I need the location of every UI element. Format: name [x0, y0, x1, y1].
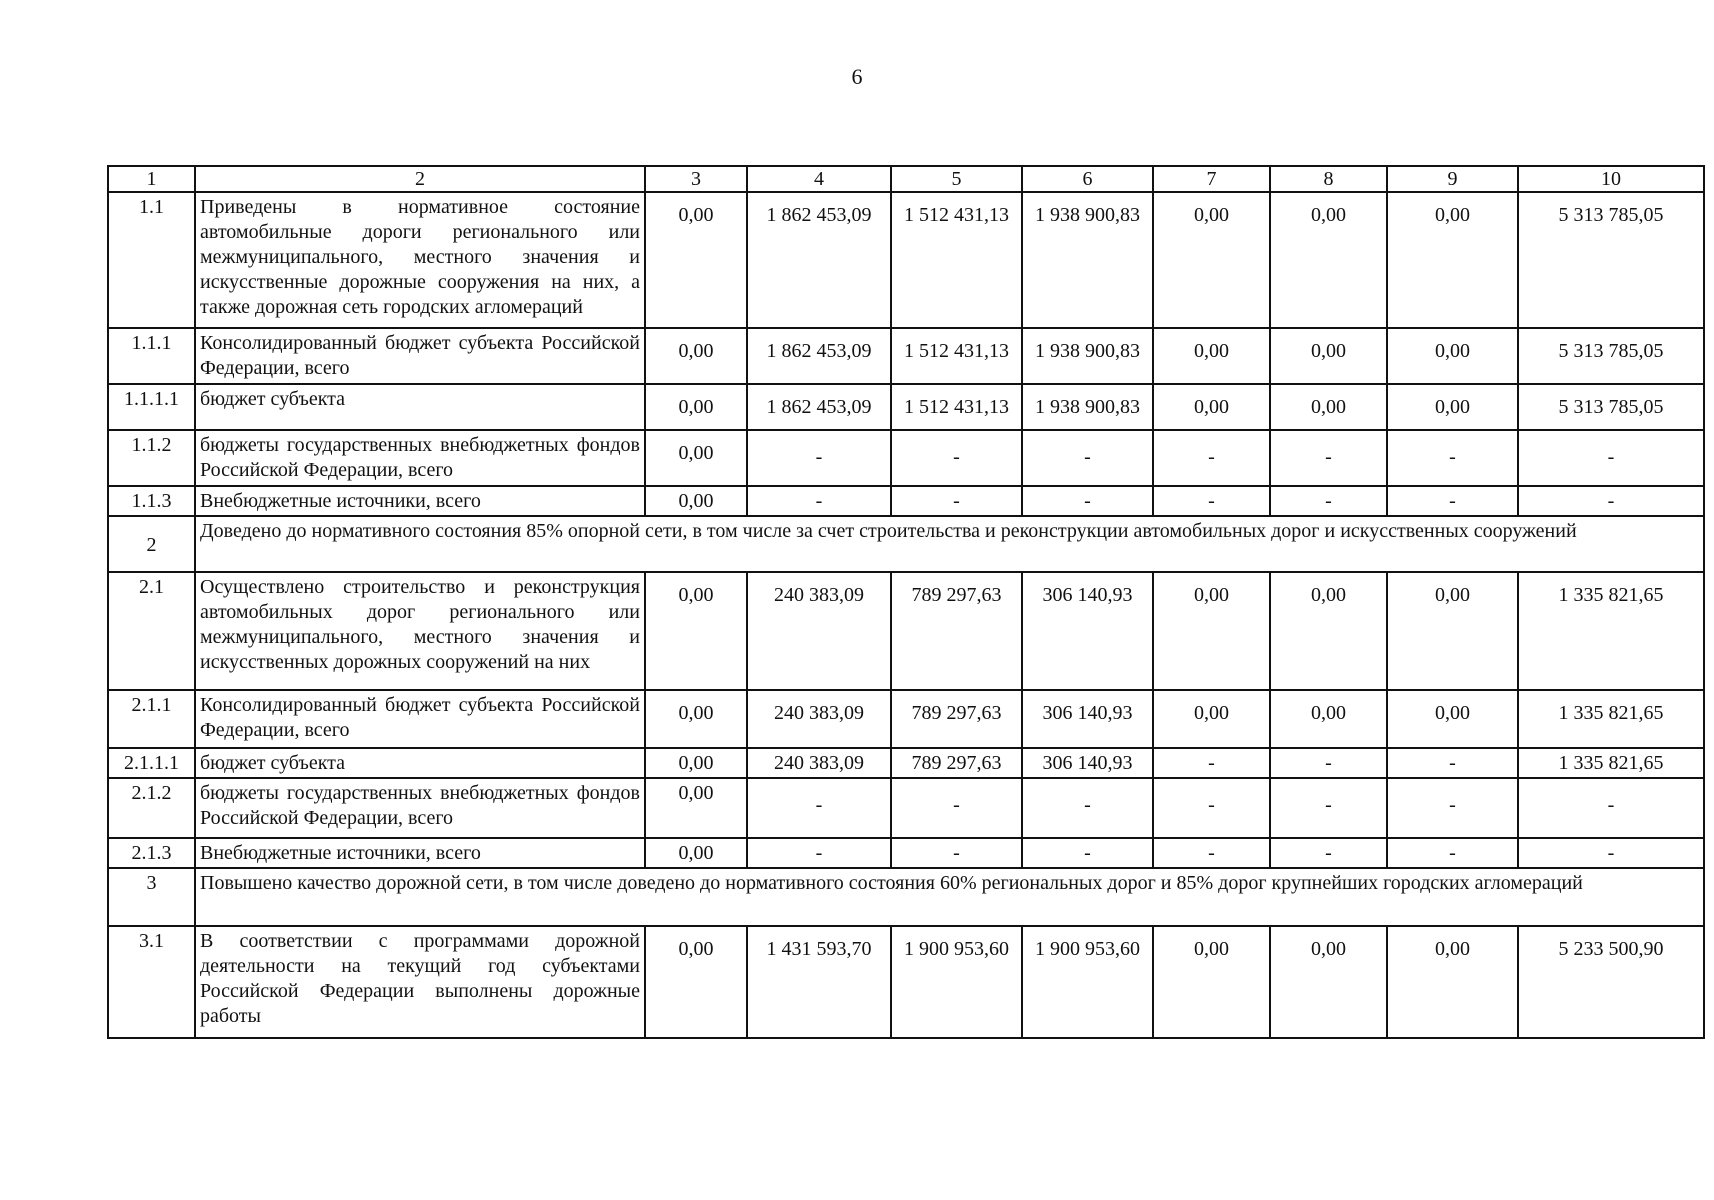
row-code: 2.1.1 — [108, 690, 195, 748]
value-cell: 0,00 — [645, 384, 747, 430]
value-cell: 0,00 — [645, 690, 747, 748]
value-cell: - — [891, 778, 1022, 838]
row-code: 2 — [108, 516, 195, 572]
value-cell: 789 297,63 — [891, 572, 1022, 690]
value-cell: - — [1022, 486, 1153, 516]
value-cell: - — [1153, 748, 1270, 778]
column-header: 3 — [645, 166, 747, 192]
value-cell: 789 297,63 — [891, 748, 1022, 778]
section-title: Повышено качество дорожной сети, в том числе доведено до нормативного состояния 60% региональных дорог и 85% дорог крупнейших городских агломераций — [195, 868, 1704, 926]
value-cell: 0,00 — [1387, 384, 1518, 430]
column-header: 1 — [108, 166, 195, 192]
column-header: 8 — [1270, 166, 1387, 192]
row-code: 2.1.3 — [108, 838, 195, 868]
row-code: 3 — [108, 868, 195, 926]
value-cell: 0,00 — [645, 778, 747, 838]
value-cell: - — [1518, 778, 1704, 838]
value-cell: - — [747, 778, 891, 838]
value-cell: 1 512 431,13 — [891, 384, 1022, 430]
value-cell: 1 862 453,09 — [747, 384, 891, 430]
value-cell: 0,00 — [645, 838, 747, 868]
value-cell: - — [891, 838, 1022, 868]
value-cell: - — [1270, 838, 1387, 868]
row-code: 2.1 — [108, 572, 195, 690]
value-cell: 0,00 — [645, 192, 747, 328]
value-cell: 1 335 821,65 — [1518, 690, 1704, 748]
value-cell: 0,00 — [1387, 690, 1518, 748]
value-cell: - — [1387, 430, 1518, 486]
table-row — [108, 430, 1704, 486]
row-description: Приведены в нормативное состояние автомобильные дороги регионального или межмуниципального, местного значения и искусственные дорожные сооружения на них, а также дорожная сеть городских агломераций — [195, 192, 645, 328]
value-cell: - — [747, 486, 891, 516]
value-cell: - — [1387, 486, 1518, 516]
value-cell: - — [1153, 430, 1270, 486]
page-number: 6 — [851, 64, 863, 89]
section-row — [108, 868, 1704, 926]
value-cell: - — [1153, 486, 1270, 516]
value-cell: 306 140,93 — [1022, 748, 1153, 778]
value-cell: - — [1153, 838, 1270, 868]
value-cell: 1 862 453,09 — [747, 328, 891, 384]
column-header: 9 — [1387, 166, 1518, 192]
value-cell: 0,00 — [1153, 572, 1270, 690]
row-code: 2.1.2 — [108, 778, 195, 838]
value-cell: 0,00 — [1153, 690, 1270, 748]
value-cell: 1 335 821,65 — [1518, 748, 1704, 778]
table-row — [108, 572, 1704, 690]
row-description: В соответствии с программами дорожной деятельности на текущий год субъектами Российской Федерации выполнены дорожные работы — [195, 926, 645, 1038]
row-description: бюджет субъекта — [195, 748, 645, 778]
row-code: 1.1.1.1 — [108, 384, 195, 430]
value-cell: 1 512 431,13 — [891, 328, 1022, 384]
value-cell: 1 431 593,70 — [747, 926, 891, 1038]
value-cell: 5 233 500,90 — [1518, 926, 1704, 1038]
column-header: 10 — [1518, 166, 1704, 192]
value-cell: 0,00 — [1153, 192, 1270, 328]
row-description: бюджеты государственных внебюджетных фондов Российской Федерации, всего — [195, 778, 645, 838]
column-header: 6 — [1022, 166, 1153, 192]
value-cell: - — [1022, 838, 1153, 868]
section-row — [108, 516, 1704, 572]
row-code: 1.1 — [108, 192, 195, 328]
value-cell: 0,00 — [1270, 192, 1387, 328]
value-cell: 0,00 — [1153, 384, 1270, 430]
value-cell: - — [1022, 778, 1153, 838]
value-cell: 0,00 — [645, 328, 747, 384]
value-cell: - — [1518, 430, 1704, 486]
value-cell: - — [1518, 838, 1704, 868]
value-cell: - — [891, 486, 1022, 516]
value-cell: - — [747, 430, 891, 486]
column-header: 5 — [891, 166, 1022, 192]
value-cell: 0,00 — [1270, 328, 1387, 384]
value-cell: 1 512 431,13 — [891, 192, 1022, 328]
row-description: Консолидированный бюджет субъекта Российской Федерации, всего — [195, 690, 645, 748]
value-cell: 1 335 821,65 — [1518, 572, 1704, 690]
value-cell: 240 383,09 — [747, 690, 891, 748]
row-code: 3.1 — [108, 926, 195, 1038]
value-cell: 5 313 785,05 — [1518, 328, 1704, 384]
table-row — [108, 486, 1704, 516]
table-row — [108, 328, 1704, 384]
value-cell: - — [1270, 748, 1387, 778]
column-header: 2 — [195, 166, 645, 192]
value-cell: 0,00 — [1270, 926, 1387, 1038]
row-description: Консолидированный бюджет субъекта Российской Федерации, всего — [195, 328, 645, 384]
table-row — [108, 690, 1704, 748]
value-cell: 1 938 900,83 — [1022, 192, 1153, 328]
value-cell: 306 140,93 — [1022, 690, 1153, 748]
value-cell: - — [1022, 430, 1153, 486]
row-description: Внебюджетные источники, всего — [195, 838, 645, 868]
row-code: 1.1.1 — [108, 328, 195, 384]
value-cell: - — [747, 838, 891, 868]
row-description: бюджет субъекта — [195, 384, 645, 430]
value-cell: 0,00 — [1270, 690, 1387, 748]
table-row — [108, 926, 1704, 1038]
value-cell: - — [1270, 778, 1387, 838]
value-cell: 240 383,09 — [747, 572, 891, 690]
value-cell: 1 938 900,83 — [1022, 384, 1153, 430]
value-cell: 0,00 — [1153, 328, 1270, 384]
value-cell: 789 297,63 — [891, 690, 1022, 748]
value-cell: 1 900 953,60 — [891, 926, 1022, 1038]
section-title: Доведено до нормативного состояния 85% опорной сети, в том числе за счет строительства и реконструкции автомобильных дорог и искусственных сооружений — [195, 516, 1704, 572]
value-cell: 0,00 — [1270, 384, 1387, 430]
value-cell: - — [1387, 838, 1518, 868]
value-cell: - — [1387, 778, 1518, 838]
value-cell: 306 140,93 — [1022, 572, 1153, 690]
value-cell: 0,00 — [645, 430, 747, 486]
value-cell: 240 383,09 — [747, 748, 891, 778]
row-description: Внебюджетные источники, всего — [195, 486, 645, 516]
table-row — [108, 384, 1704, 430]
table-row — [108, 192, 1704, 328]
row-code: 1.1.2 — [108, 430, 195, 486]
row-code: 1.1.3 — [108, 486, 195, 516]
value-cell: - — [1270, 486, 1387, 516]
table-row — [108, 778, 1704, 838]
table-row — [108, 748, 1704, 778]
row-description: Осуществлено строительство и реконструкция автомобильных дорог регионального или межмуниципального, местного значения и искусственных дорожных сооружений на них — [195, 572, 645, 690]
value-cell: 0,00 — [1387, 328, 1518, 384]
budget-table — [107, 165, 1705, 1039]
value-cell: 0,00 — [1387, 926, 1518, 1038]
value-cell: - — [1518, 486, 1704, 516]
value-cell: 0,00 — [645, 572, 747, 690]
value-cell: - — [1387, 748, 1518, 778]
value-cell: 0,00 — [1387, 572, 1518, 690]
table-header-row — [108, 166, 1704, 192]
value-cell: 5 313 785,05 — [1518, 384, 1704, 430]
value-cell: 0,00 — [1387, 192, 1518, 328]
row-description: бюджеты государственных внебюджетных фондов Российской Федерации, всего — [195, 430, 645, 486]
value-cell: 1 862 453,09 — [747, 192, 891, 328]
value-cell: - — [891, 430, 1022, 486]
value-cell: 5 313 785,05 — [1518, 192, 1704, 328]
value-cell: 1 900 953,60 — [1022, 926, 1153, 1038]
value-cell: 0,00 — [645, 926, 747, 1038]
value-cell: - — [1270, 430, 1387, 486]
column-header: 7 — [1153, 166, 1270, 192]
row-code: 2.1.1.1 — [108, 748, 195, 778]
column-header: 4 — [747, 166, 891, 192]
value-cell: 0,00 — [645, 486, 747, 516]
value-cell: 1 938 900,83 — [1022, 328, 1153, 384]
value-cell: 0,00 — [1270, 572, 1387, 690]
value-cell: 0,00 — [645, 748, 747, 778]
table-row — [108, 838, 1704, 868]
value-cell: - — [1153, 778, 1270, 838]
value-cell: 0,00 — [1153, 926, 1270, 1038]
